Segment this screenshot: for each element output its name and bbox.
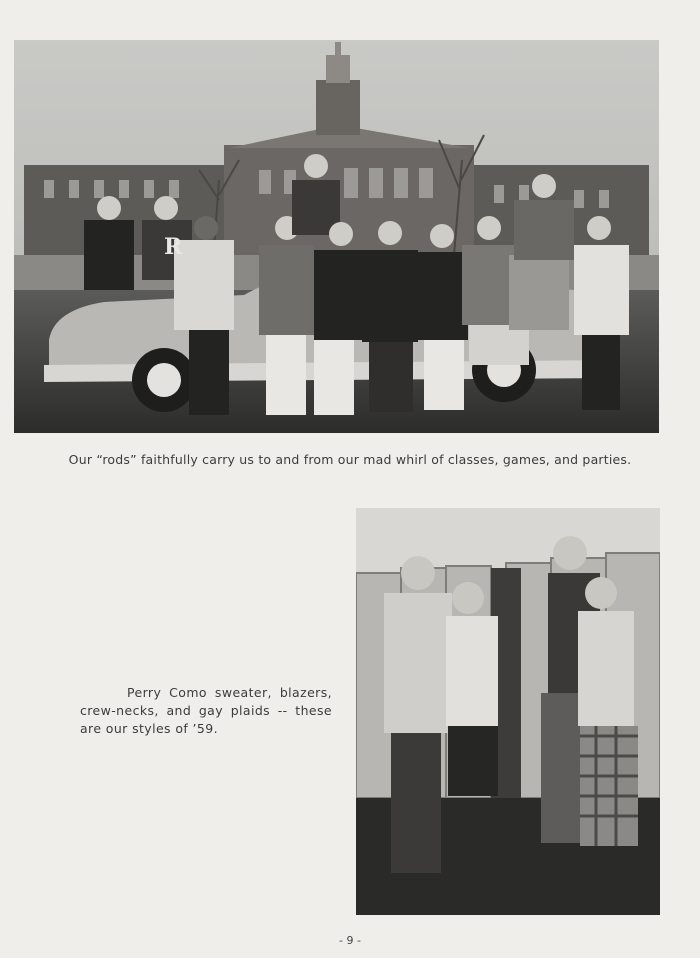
- students-at-lockers-photo: [356, 508, 660, 915]
- top-photo-caption: Our “rods” faithfully carry us to and from our mad whirl of classes, games, and parties.: [68, 452, 632, 467]
- students-on-car-photo: [14, 40, 659, 433]
- letter-sweater-r: R: [164, 234, 183, 260]
- page-number: - 9 -: [339, 934, 361, 947]
- side-caption: Perry Como sweater, blazers, crew-necks, and gay plaids -- these are our styles of ’59.: [80, 685, 332, 736]
